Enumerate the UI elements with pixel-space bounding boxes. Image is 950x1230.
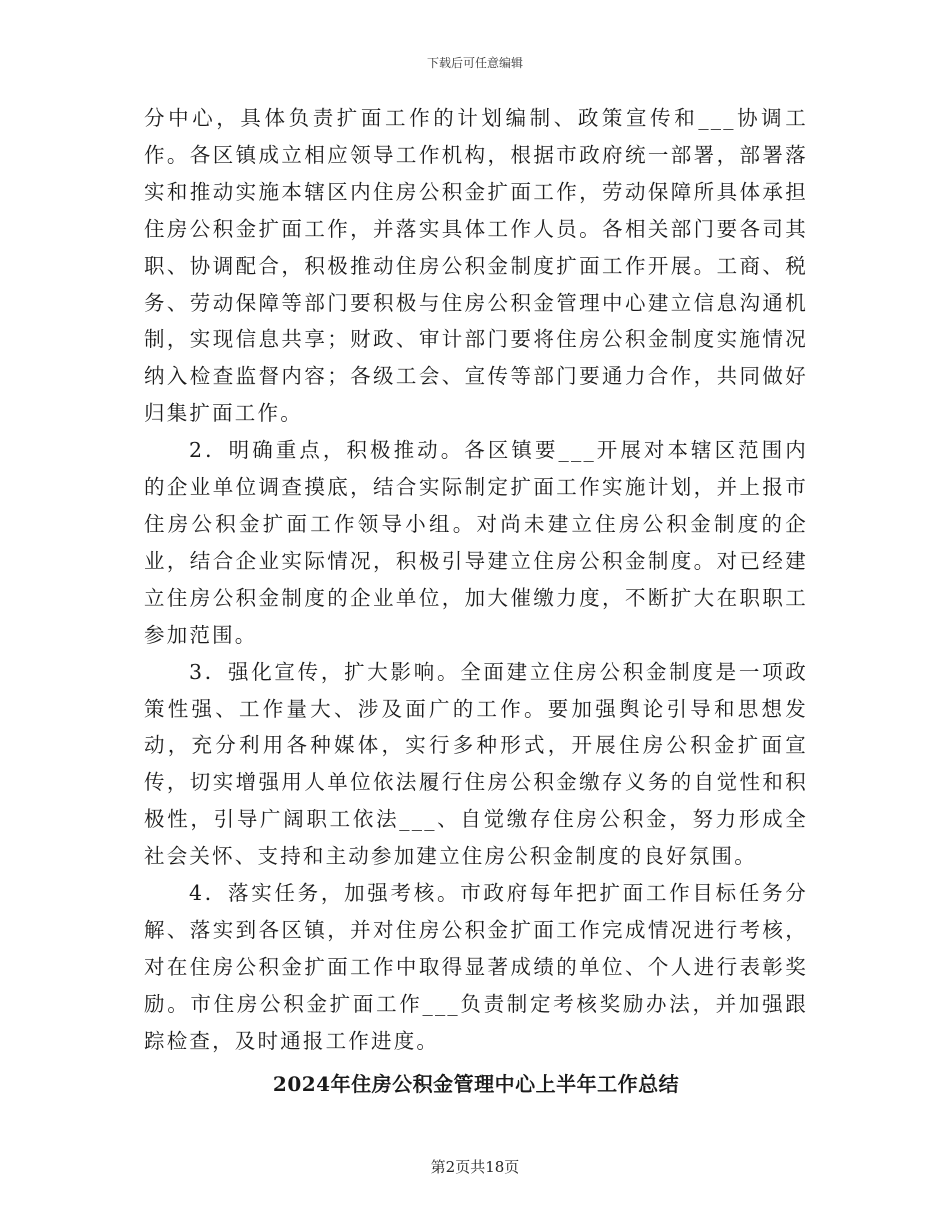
- document-body: [144, 100, 808, 1102]
- paragraph-continuation: 分中心，具体负责扩面工作的计划编制、政策宣传和___协调工作。各区镇成立相应领导工作机构，根据市政府统一部署，部署落实和推动实施本辖区内住房公积金扩面工作，劳动保障所具体承担住房公积金扩面工作，并落实具体工作人员。各相关部门要各司其职、协调配合，积极推动住房公积金制度扩面工作开展。工商、税务、劳动保障等部门要积极与住房公积金管理中心建立信息沟通机制，实现信息共享；财政、审计部门要将住房公积金制度实施情况纳入检查监督内容；各级工会、宣传等部门要通力合作，共同做好归集扩面工作。: [144, 106, 808, 426]
- paragraph-item-3: 3．强化宣传，扩大影响。全面建立住房公积金制度是一项政策性强、工作量大、涉及面广的工作。要加强舆论引导和思想发动，充分利用各种媒体，实行多种形式，开展住房公积金扩面宣传，切实增强用人单位依法履行住房公积金缴存义务的自觉性和积极性，引导广阔职工依法___、自觉缴存住房公积金，努力形成全社会关怀、支持和主动参加建立住房公积金制度的良好氛围。: [144, 659, 808, 869]
- section-title: 2024年住房公积金管理中心上半年工作总结: [272, 1071, 680, 1096]
- page-header-note: 下载后可任意编辑: [426, 56, 523, 70]
- paragraph-item-4: 4．落实任务，加强考核。市政府每年把扩面工作目标任务分解、落实到各区镇，并对住房公积金扩面工作完成情况进行考核，对在住房公积金扩面工作中取得显著成绩的单位、个人进行表彰奖励。市住房公积金扩面工作___负责制定考核奖励办法，并加强跟踪检查，及时通报工作进度。: [144, 881, 808, 1053]
- page-number: 第2页共18页: [430, 1158, 520, 1176]
- paragraph-item-2: 2．明确重点，积极推动。各区镇要___开展对本辖区范围内的企业单位调查摸底，结合实际制定扩面工作实施计划，并上报市住房公积金扩面工作领导小组。对尚未建立住房公积金制度的企业，结合企业实际情况，积极引导建立住房公积金制度。对已经建立住房公积金制度的企业单位，加大催缴力度，不断扩大在职职工参加范围。: [144, 438, 808, 647]
